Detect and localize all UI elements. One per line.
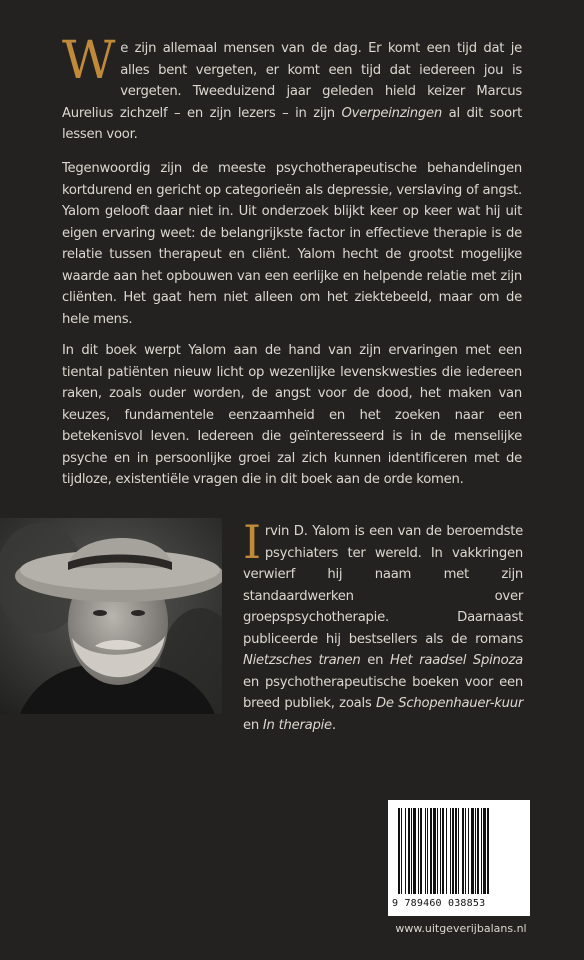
intro-paragraph (62, 31, 522, 146)
author-photo (0, 518, 222, 714)
bio-title-nietzsches-tranen: Nietzsches tranen (243, 653, 361, 668)
intro-book-title: Overpeinzingen (341, 105, 443, 121)
isbn-barcode (388, 800, 530, 916)
author-portrait-image (0, 518, 222, 714)
author-bio-paragraph (243, 515, 524, 736)
bio-title-schopenhauer-kuur: De Schopenhauer-kuur (375, 696, 524, 711)
therapy-paragraph: Tegenwoordig zijn de meeste psychotherapeutische behandelingen kortdurend en gericht op categorieën als depressie, verslaving of angst. Yalom gelooft daar niet in. Uit onderzoek blijkt keer op keer wat hij uit eigen ervaring weet: de belangrijkste factor in effectieve therapie is de relatie tussen therapeut en cliënt. Yalom hecht de grootst mogelijke waarde aan het opbouwen van een eerlijke en helpende relatie met zijn cliënten. Het gaat hem niet alleen om het ziektebeeld, maar om de hele mens. (62, 161, 522, 327)
bio-text-5: . (331, 717, 336, 733)
bio-text-1: rvin D. Yalom is een van de beroemdste psychiaters ter wereld. In vakkringen verwierf hij naam met zijn standaardwerken over groepspsychotherapie. Daarnaast publiceerde hij bestsellers als de romans (243, 524, 523, 647)
intro-text-end: al dit soort lessen voor. (62, 105, 522, 142)
bio-title-in-therapie: In therapie (262, 717, 332, 733)
bio-text-2: en (360, 653, 391, 668)
book-summary-paragraph: In dit boek werpt Yalom aan de hand van zijn ervaringen met een tiental patiënten nieuw licht op wezenlijke levenskwesties die iedereen raken, zoals ouder worden, de angst voor de dood, het maken van keuzes, fundamentele eenzaamheid en het zoeken naar een betekenisvol leven. Iedereen die geïnteresseerd is in de menselijke psyche en in persoonlijke groei zal zich kunnen identificeren met de tijdloze, existentiële vragen die in dit boek aan de orde komen. (62, 343, 522, 487)
bio-text-3: en psychotherapeutische boeken voor een breed publiek, zoals (243, 674, 523, 711)
publisher-website: www.uitgeverijbalans.nl (395, 922, 527, 935)
barcode-bars-icon (396, 808, 522, 896)
dropcap-i: I (243, 515, 261, 569)
intro-text-start: e zijn allemaal mensen van de dag. Er komt een tijd dat je alles bent vergeten, er komt een tijd dat iedereen jou is vergeten. Tweeduizend jaar geleden hield keizer Marcus Aurelius zichzelf – en zijn lezers – in zijn (62, 41, 522, 121)
bio-text-4: en (243, 717, 263, 733)
isbn-digits: 9 789460 038853 (392, 898, 486, 909)
dropcap-w: W (62, 31, 116, 91)
bio-title-raadsel-spinoza: Het raadsel Spinoza (390, 653, 523, 668)
